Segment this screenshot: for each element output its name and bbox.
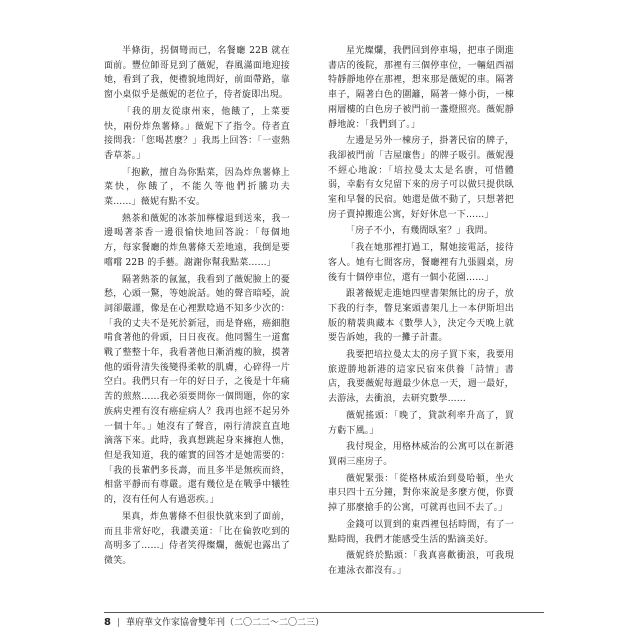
paragraph: 「抱歉，擅自為你點菜，因為炸魚薯條上菜快，你餓了，不能久等他們折騰功夫菜……」薇妮有點不安。 bbox=[104, 167, 290, 208]
paragraph: 「我在她那裡打過工，幫她接電話，接待客人。她有七間客房，餐廳裡有九張圓桌，房後有十個停車位，還有一個小花園……」 bbox=[328, 243, 514, 283]
paragraph: 果真，炸魚薯條不但很快就來到了面前，而且非常好吃，我讚美道：「比在倫敦吃到的高明多了……」侍者笑得燦爛，薇妮也露出了微笑。 bbox=[104, 511, 290, 566]
paragraph: 熱茶和薇妮的冰茶加檸檬退到送來，我一邊喝著茶香一邊很愉快地回答說：「每個地方，每家餐廳的炸魚薯條天差地遠，我倒是要嚐嚐 22B 的手藝。謝謝你幫我點菜……」 bbox=[104, 213, 290, 268]
paragraph: 左邊是另外一棟房子，掛著民宿的牌子，我卻被門前「吉屋廉售」的牌子吸引。薇妮漫不經心地說：「培拉曼太太是名廚，可惜體弱，幸虧有女兒留下來的房子可以做只提供臥室和早餐的民宿。她還是做不動了，只想著把房子賣掉搬進公寓，好好休息一下……」 bbox=[328, 136, 514, 220]
paragraph: 薇妮終於點頭：「我真喜歡衝浪，可我現在連泳衣都沒有。」 bbox=[328, 551, 514, 576]
paragraph: 半條街，拐個彎而已，名餐廳 22B 就在面前。豐位師哥見到了薇妮，春風滿面地迎接她，看到了我，便禮貌地問好，前面帶路，靠窗小桌似乎是薇妮的老位子，侍者旋即出現。 bbox=[104, 46, 290, 101]
paragraph: 跟著薇妮走進她四壁書架無比的房子，放下我的行李，瞥見案頭書架几上一本伊斯坦出版的精裝典藏本《數學人》，決定今天晚上就要告訴她，我的一攤子計畫。 bbox=[328, 289, 514, 344]
paragraph: 隔著熱茶的氤氳，我看到了薇妮臉上的憂愁，心頭一驚，等她說話。她的聲音暗啞，說詞卻嚴謹，像是在心裡默唸過不知多少次的：「我的丈夫不是死於新冠，而是脊癌，癌細胞啃食著他的骨頭，日日夜夜。他同醫生一道奮戰了整整十年，我看著他日漸消瘦的臉，摸著他的頭骨清失後變得柔軟的肌膚，心碎得一片空白。我們只有一年的好日子，之後是十年痛苦的煎熬……我必須要問你一個問題，你的家族病史裡有沒有癌症病人？我再也經不起另外一個十年。」她沒有了聲音，兩行清淚直直地滴落下來。此時，我真想跳起身來擁抱人憔，但是我知道，我的確實的回答才是她需要的：「我的長輩們多長壽，而且多半是無疾而終，相當平靜而有尊嚴。還有幾位是在戰爭中犧牲的，沒有任何人有過惡疾。」 bbox=[104, 274, 290, 506]
publication-title: 華府華文作家協會雙年刊（二〇二二～二〇二三） bbox=[126, 618, 325, 628]
paragraph: 我付現金，用格林威治的公寓可以在新港買兩三座房子。 bbox=[328, 442, 514, 467]
paragraph: 薇妮緊張：「從格林威治到曼哈頓，坐火車只四十五分鐘，對你來說是多麼方便，你賣掉了那麼搶手的公寓，可就再也回不去了。」 bbox=[328, 473, 514, 514]
paragraph: 星光燦爛，我們回到停車場，把車子開進書店的後院，那裡有三個停車位，一輛紐西福特靜靜地停在那裡，想來那是薇妮的車。隔著車子，隔著白色的圍籬，隔著一條小街，一棟兩層樓的白色房子被門前一盞燈照亮。薇妮靜靜地說：「我們到了。」 bbox=[328, 46, 514, 130]
paragraph: 「房子不小，有幾間臥室？」我問。 bbox=[346, 226, 494, 237]
right-column bbox=[328, 44, 514, 581]
paragraph: 薇妮搖頭：「晚了，貸款利率升高了，買方虧下風。」 bbox=[328, 410, 514, 436]
page-footer bbox=[104, 612, 544, 629]
paragraph: 金錢可以買到的東西裡包括時間，有了一點時間，我們才能感受生活的點滴美好。 bbox=[328, 519, 514, 545]
paragraph: 我要把培拉曼太太的房子買下來，我要用旅遊勝地新港的這家民宿來供養「詩情」書店，我要薇妮每週最少休息一天，週一最好，去游泳，去衝浪，去研究數學…… bbox=[328, 350, 514, 405]
footer-separator: | bbox=[116, 618, 121, 628]
paragraph: 「我的朋友從康州來，他餓了，上菜要快，兩份炸魚薯條。」薇妮下了指令。侍者直接問我：「您喝甚麼？」我馬上回答：「一壺熱香草茶。」 bbox=[104, 106, 290, 161]
left-column bbox=[104, 44, 290, 571]
page-number: 8 bbox=[104, 617, 111, 628]
